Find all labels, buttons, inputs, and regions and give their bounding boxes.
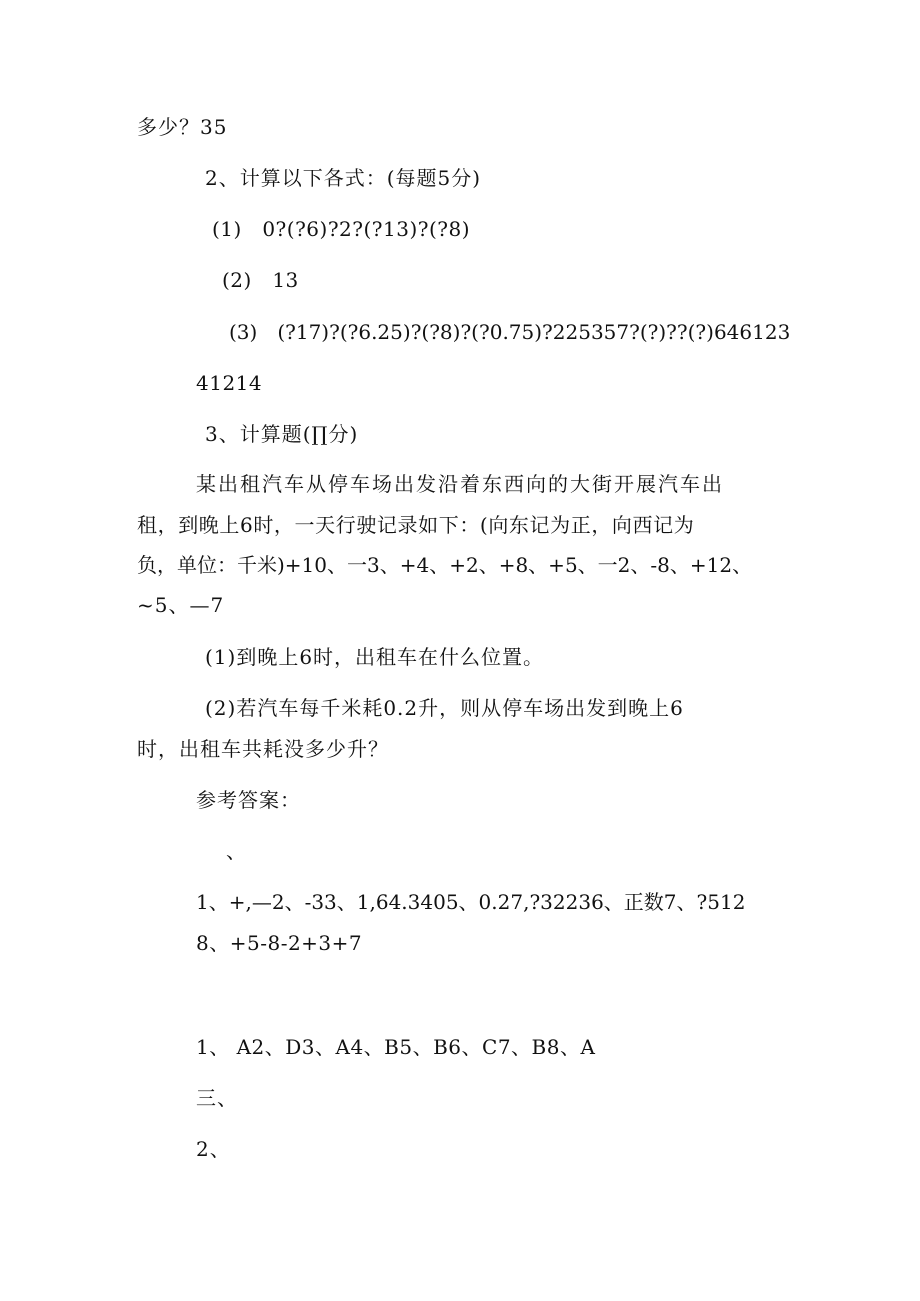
problem-text-1: 某出租汽车从停车场出发沿着东西向的大街开展汽车出: [196, 472, 724, 496]
answers-section-3: 三、: [196, 1086, 238, 1110]
answers-line-3: 1、 A2、D3、A4、B5、B6、C7、B8、A: [196, 1035, 596, 1059]
answers-heading: 参考答案：: [196, 788, 301, 812]
question-2-continued: 时，出租车共耗没多少升？: [137, 737, 389, 761]
problem-text-3: 负，单位：千米)+10、一3、+4、+2、+8、+5、一2、-8、+12、: [137, 553, 753, 577]
question-1: (1)到晚上6时，出租车在什么位置。: [205, 645, 545, 669]
section-heading-2: 2、计算以下各式：(每题5分): [205, 166, 482, 190]
formula-3-continued: 41214: [196, 371, 263, 395]
question-2: (2)若汽车每千米耗0.2升，则从停车场出发到晚上6: [205, 696, 684, 720]
answers-section-mark: 、: [226, 839, 247, 863]
formula-1: (1) 0?(?6)?2?(?13)?(?8): [212, 217, 471, 241]
formula-3: (3) (?17)?(?6.25)?(?8)?(?0.75)?225357?(?)??(?)646123: [229, 320, 791, 344]
answers-line-1: 1、+,—2、-33、1,64.3405、0.27,?32236、正数7、?512: [196, 890, 746, 914]
text-line-1: 多少？35: [137, 115, 228, 139]
formula-2: (2) 13: [222, 268, 299, 292]
answers-line-2: 8、+5-8-2+3+7: [196, 931, 363, 955]
problem-text-4: ~5、—7: [137, 593, 225, 617]
answers-item-2: 2、: [196, 1137, 231, 1161]
problem-text-2: 租，到晚上6时，一天行驶记录如下：(向东记为正，向西记为: [137, 513, 695, 537]
section-heading-3: 3、计算题(∏分): [205, 422, 359, 446]
